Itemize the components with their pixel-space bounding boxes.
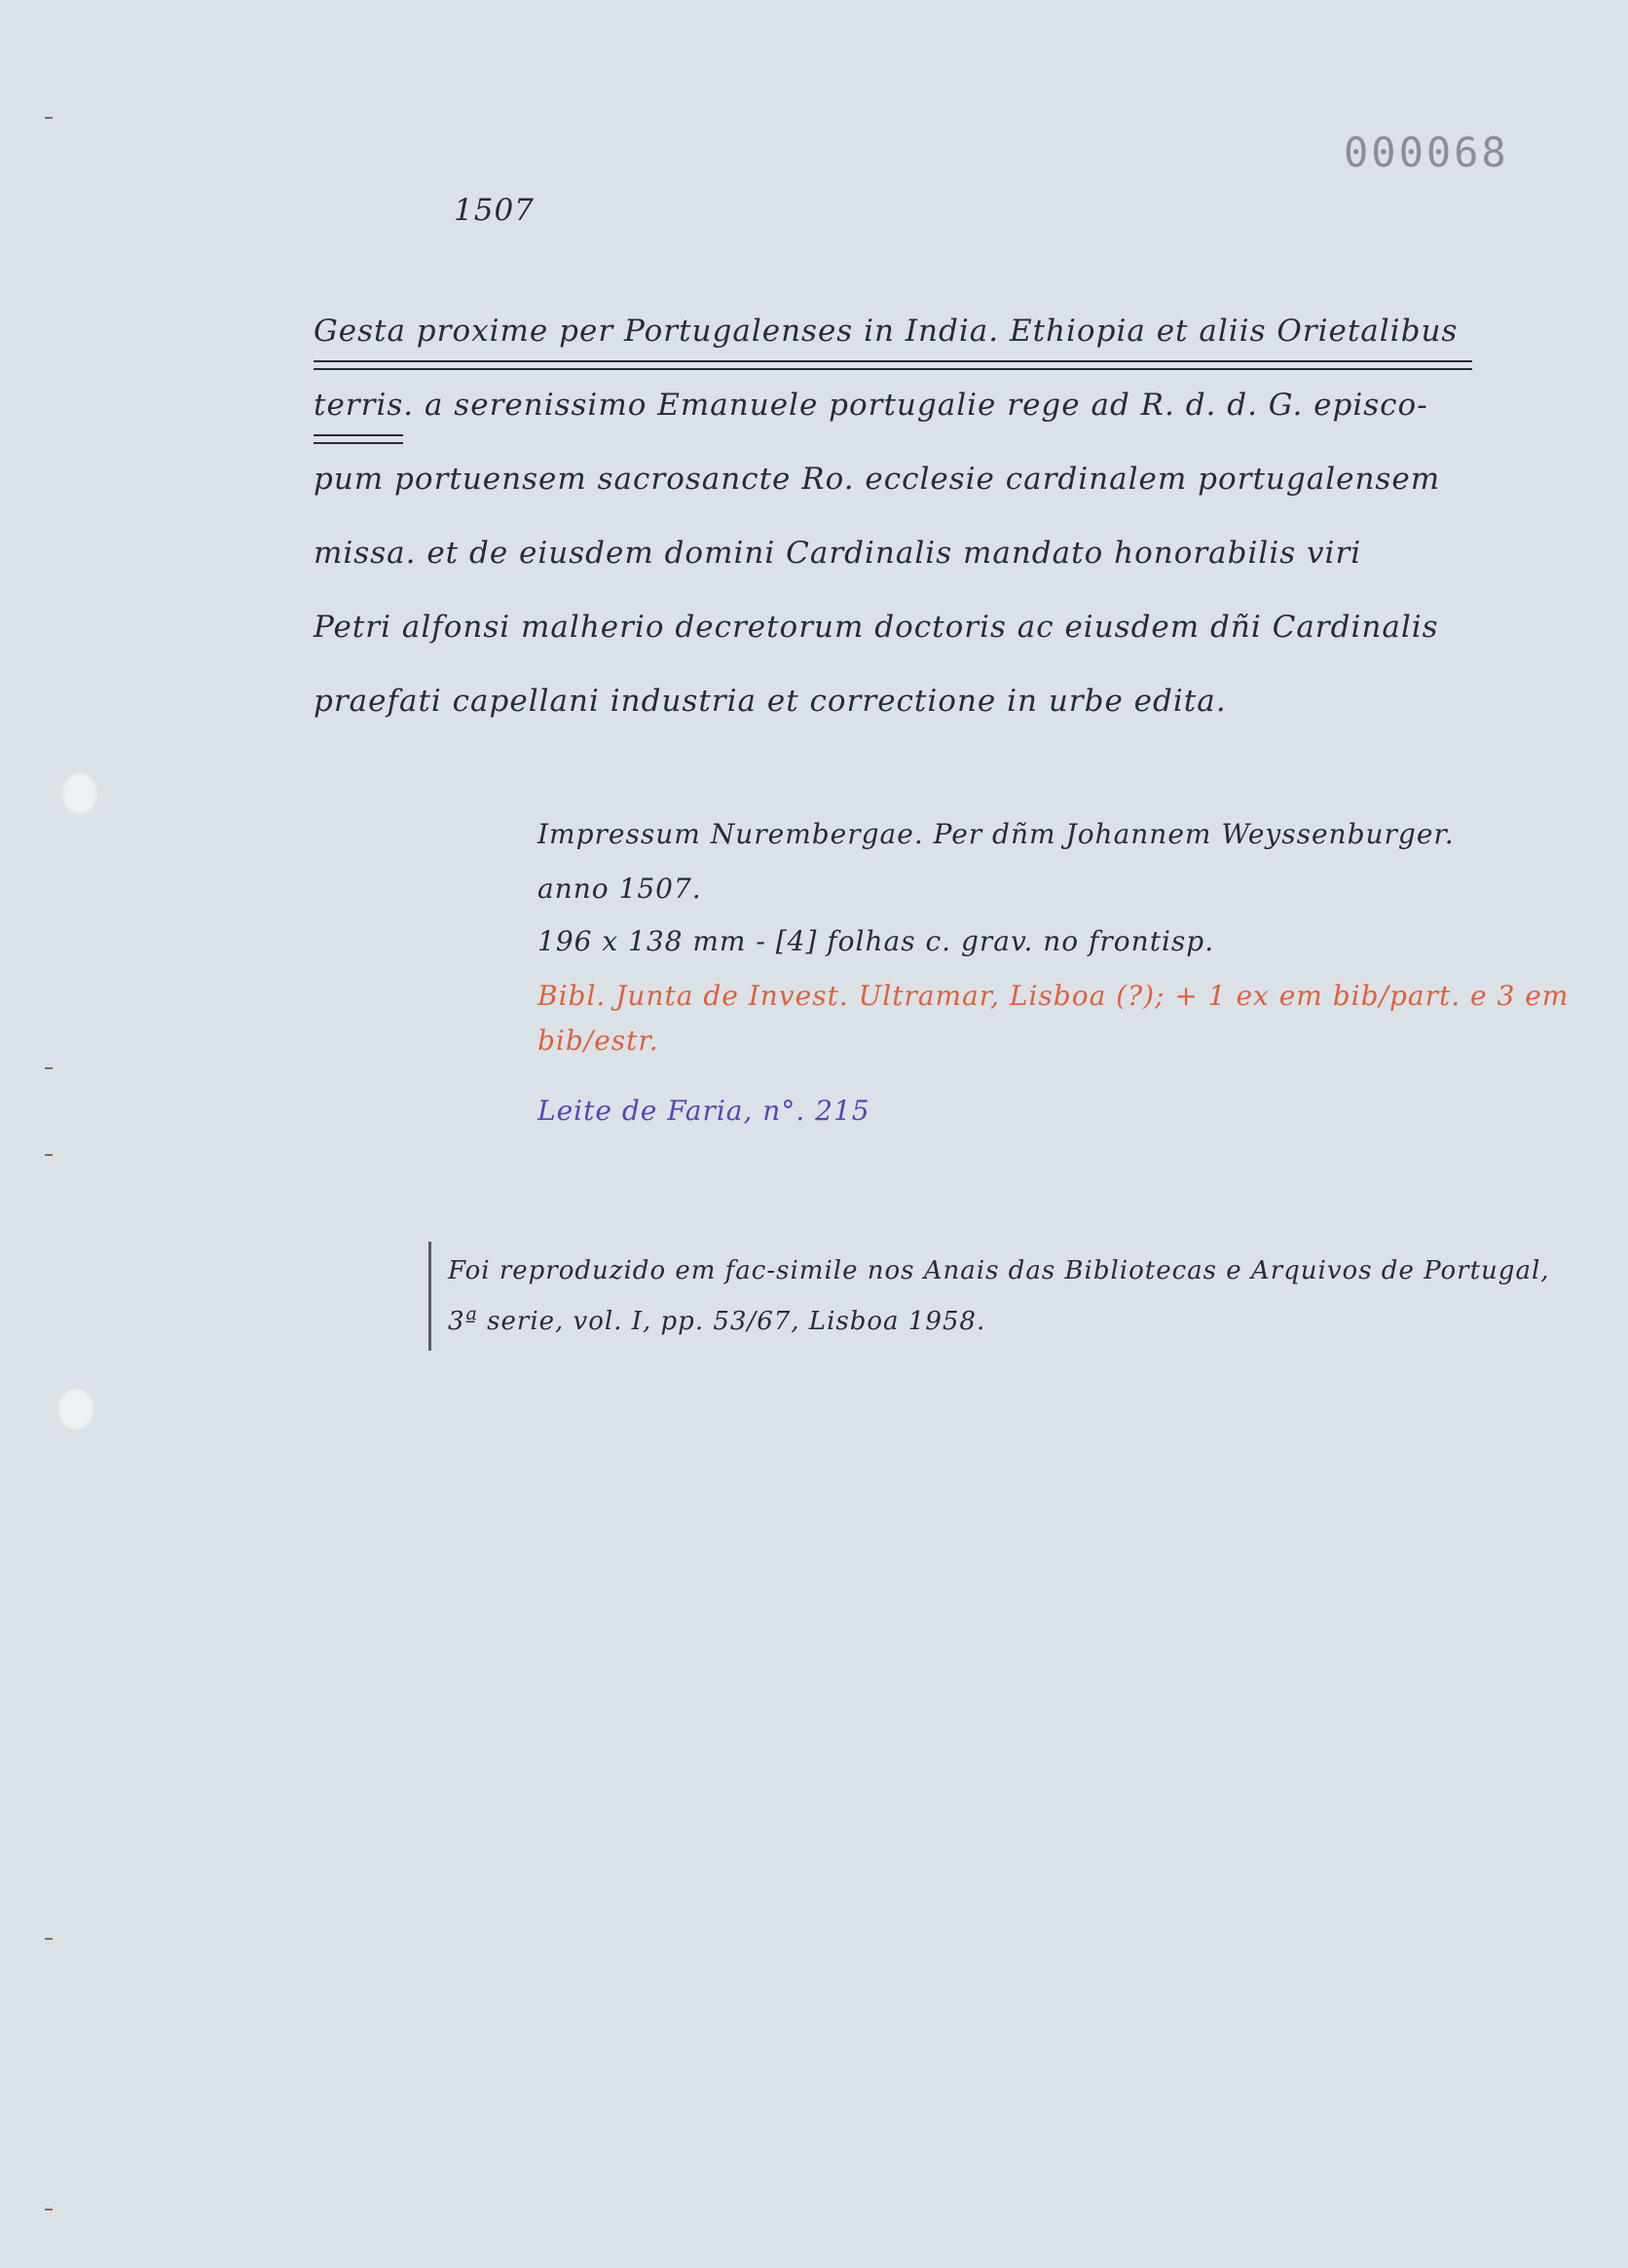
archive-stamp-number: 000068 — [1344, 129, 1509, 176]
edge-mark — [45, 1067, 53, 1069]
note-line: Foi reproduzido em fac-simile nos Anais das Bibliotecas e Arquivos de Portugal, — [448, 1256, 1550, 1285]
holdings-line: Bibl. Junta de Invest. Ultramar, Lisboa (?); + 1 ex em bib/part. e 3 em — [537, 980, 1570, 1012]
edge-mark — [45, 2209, 53, 2211]
title-line: pum portuensem sacrosancte Ro. ecclesie cardinalem portugalensem — [314, 462, 1441, 497]
title-underline — [314, 360, 1472, 370]
edge-mark — [45, 1938, 53, 1940]
punch-hole-bottom — [56, 1387, 95, 1431]
title-line: praefati capellani industria et correctione in urbe edita. — [314, 684, 1227, 719]
punch-hole-top — [60, 771, 99, 816]
edge-mark — [45, 117, 53, 119]
holdings-line: bib/estr. — [537, 1024, 659, 1057]
edge-mark — [45, 1154, 53, 1156]
title-line: missa. et de eiusdem domini Cardinalis mandato honorabilis viri — [314, 536, 1362, 571]
title-line: terris. a serenissimo Emanuele portugalie rege ad R. d. d. G. episco- — [314, 388, 1428, 423]
imprint-line: Impressum Nurembergae. Per dñm Johannem Weyssenburger. — [537, 818, 1455, 850]
title-line: Gesta proxime per Portugalenses in India. Ethiopia et aliis Orietalibus — [314, 314, 1459, 349]
note-line: 3ª serie, vol. I, pp. 53/67, Lisboa 1958. — [448, 1307, 986, 1336]
title-underline — [314, 434, 403, 444]
note-margin-bar — [428, 1242, 431, 1351]
imprint-line: anno 1507. — [537, 873, 702, 905]
title-line: Petri alfonsi malherio decretorum doctoris ac eiusdem dñi Cardinalis — [314, 610, 1439, 645]
reference-line: Leite de Faria, n°. 215 — [537, 1095, 870, 1127]
year-heading: 1507 — [454, 193, 535, 228]
imprint-line: 196 x 138 mm - [4] folhas c. grav. no frontisp. — [537, 925, 1215, 957]
